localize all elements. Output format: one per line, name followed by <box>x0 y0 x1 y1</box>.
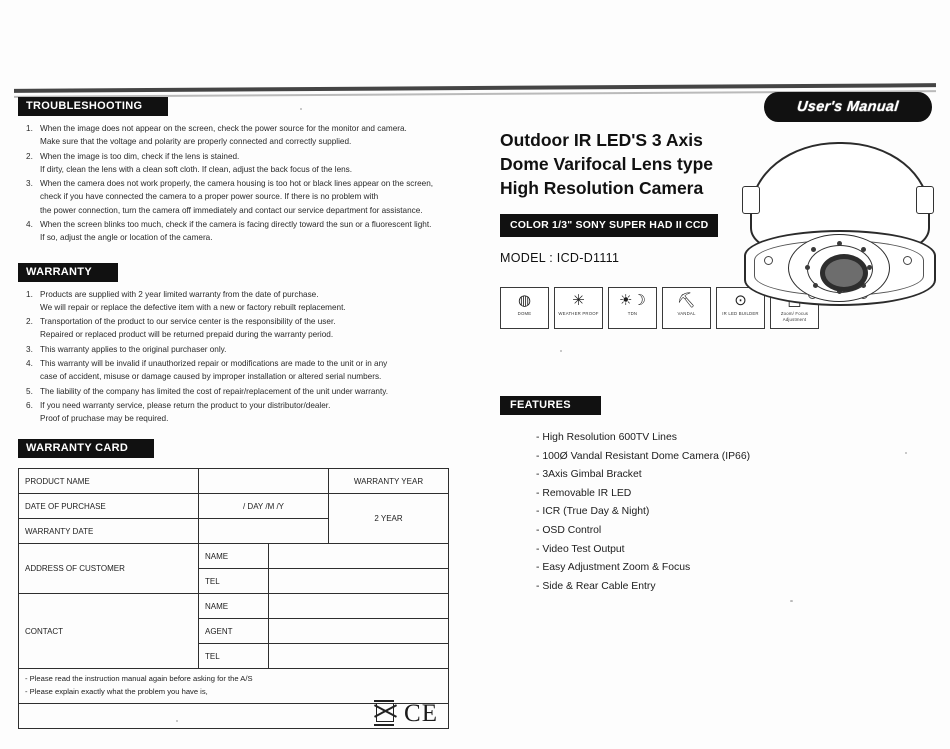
zoom-focus-icon-caption: Zoom/ Focus Adjustment <box>780 311 809 322</box>
features-list <box>500 429 940 596</box>
users-manual-label: User's Manual <box>796 99 900 115</box>
table-row <box>19 469 449 494</box>
item-text: Products are supplied with 2 year limited warranty from the date of purchase. <box>40 289 319 299</box>
cell-product-name-value[interactable] <box>199 469 329 494</box>
list-item <box>40 385 470 398</box>
item-text: When the image is too dim, check if the lens is stained. <box>40 151 240 161</box>
list-item <box>40 315 470 342</box>
cell-tel-label-2: TEL <box>199 644 269 669</box>
list-item: - ICR (True Day & Night) <box>536 506 650 518</box>
users-manual-ribbon <box>764 92 932 122</box>
cell-tel-label-1: TEL <box>199 569 269 594</box>
item-subtext: Make sure that the voltage and polarity are properly connected and correctly supplied. <box>40 137 352 147</box>
camera-illustration-icon <box>742 130 934 330</box>
weee-crossed-bin-icon <box>374 698 396 726</box>
list-item <box>40 343 470 356</box>
day-night-icon-glyph: ☀☽ <box>619 292 646 310</box>
item-subtext: the power connection, turn the camera off immediately and contact our service department for assistance. <box>40 205 423 215</box>
day-night-icon-caption: TDN <box>627 311 638 317</box>
warranty-card-table <box>18 468 449 729</box>
list-item <box>40 150 470 177</box>
list-item: - 3Axis Gimbal Bracket <box>536 469 642 481</box>
features-title: FEATURES <box>500 396 601 415</box>
list-item <box>40 288 470 315</box>
item-text: This warranty applies to the original purchaser only. <box>40 344 227 354</box>
troubleshooting-title: TROUBLESHOOTING <box>18 97 168 116</box>
scan-speck <box>790 600 793 602</box>
vandal-proof-icon-glyph: ⛏ <box>676 292 697 310</box>
weather-proof-icon-caption: WEATHER PROOF <box>558 311 599 317</box>
warranty-title: WARRANTY <box>18 263 118 282</box>
cell-warranty-date-label: WARRANTY DATE <box>19 519 199 544</box>
scan-speck <box>300 108 302 110</box>
cell-name-label-2: NAME <box>199 594 269 619</box>
warranty-card-table-wrap <box>18 468 470 729</box>
table-row <box>19 704 449 729</box>
list-item: - Side & Rear Cable Entry <box>536 580 656 592</box>
table-row <box>19 594 449 619</box>
cell-name-value-2[interactable] <box>269 594 449 619</box>
model-number: MODEL : ICD-D1111 <box>500 251 620 266</box>
item-text: Transportation of the product to our service center is the responsibility of the user. <box>40 317 336 327</box>
scan-speck <box>560 350 562 352</box>
item-text: When the camera does not work properly, the camera housing is too hot or black lines appear on the screen, <box>40 179 434 189</box>
item-subtext: If dirty, clean the lens with a clean soft cloth. If clean, adjust the back focus of the lens. <box>40 164 353 174</box>
item-subtext: Repaired or replaced product will be returned prepaid during the warranty period. <box>40 330 334 340</box>
cell-warranty-date-value[interactable] <box>199 519 329 544</box>
scan-speck <box>176 720 178 722</box>
warranty-card-title: WARRANTY CARD <box>18 439 154 458</box>
warranty-card-section <box>18 438 470 458</box>
left-column <box>18 96 470 729</box>
note-line: - Please explain exactly what the problem you have is, <box>25 687 208 697</box>
cell-tel-value-2[interactable] <box>269 644 449 669</box>
ce-mark-icon: CE <box>404 700 438 728</box>
ccd-spec-bar: COLOR 1/3" SONY SUPER HAD II CCD <box>500 214 718 237</box>
cell-contact-label: CONTACT <box>19 594 199 669</box>
list-item: - Video Test Output <box>536 543 625 555</box>
cell-agent-label: AGENT <box>199 619 269 644</box>
product-title-line: High Resolution Camera <box>500 178 704 199</box>
product-title-line: Dome Varifocal Lens type <box>500 154 713 175</box>
cell-signature-area[interactable] <box>19 700 449 729</box>
cell-agent-value[interactable] <box>269 619 449 644</box>
right-column <box>500 92 940 596</box>
scan-speck <box>905 452 907 454</box>
item-text: When the screen blinks too much, check if the camera is facing directly toward the sun or a fluorescent light. <box>40 219 432 229</box>
list-item: - Removable IR LED <box>536 487 632 499</box>
ir-led-icon-caption: IR LED BUILDER <box>722 311 759 317</box>
item-text: When the image does not appear on the screen, check the power source for the monitor and camera. <box>40 124 407 133</box>
cell-address-of-customer-label: ADDRESS OF CUSTOMER <box>19 544 199 594</box>
list-item <box>40 357 470 384</box>
item-text: This warranty will be invalid if unauthorized repair or modifications are made to the unit or in any <box>40 358 388 368</box>
list-item <box>40 177 470 217</box>
ir-led-icon-glyph: ⊙ <box>734 292 747 310</box>
weather-proof-icon <box>554 287 603 329</box>
list-item: - 100Ø Vandal Resistant Dome Camera (IP66) <box>536 450 751 462</box>
cell-warranty-year-label: WARRANTY YEAR <box>329 469 449 494</box>
item-subtext: Proof of pruchase may be required. <box>40 414 169 424</box>
product-title <box>500 128 750 200</box>
item-text: If you need warranty service, please return the product to your distributor/dealer. <box>40 400 331 410</box>
list-item <box>40 218 470 245</box>
warranty-section <box>18 262 470 282</box>
cell-warranty-year-value: 2 YEAR <box>329 494 449 544</box>
vandal-proof-icon-caption: VANDAL <box>677 311 696 317</box>
item-subtext: We will repair or replace the defective item with a new or factory rebuilt replacement. <box>40 302 346 312</box>
item-subtext: case of accident, misuse or damage caused by improper installation or altered serial numbers. <box>40 372 382 382</box>
note-line: - Please read the instruction manual again before asking for the A/S <box>25 674 253 684</box>
cell-product-name-label: PRODUCT NAME <box>19 469 199 494</box>
cell-name-label-1: NAME <box>199 544 269 569</box>
features-section <box>500 395 940 596</box>
item-text: The liability of the company has limited the cost of repair/replacement of the unit under warranty. <box>40 386 388 396</box>
item-subtext: check if you have connected the camera to a proper power source. If there is no problem with <box>40 192 379 202</box>
cell-name-value-1[interactable] <box>269 544 449 569</box>
dome-icon-glyph: ◍ <box>517 292 532 310</box>
compliance-marks <box>374 698 438 726</box>
product-title-line: Outdoor IR LED'S 3 Axis <box>500 130 703 150</box>
cell-tel-value-1[interactable] <box>269 569 449 594</box>
cell-date-of-purchase-label: DATE OF PURCHASE <box>19 494 199 519</box>
dome-icon-caption: DOME <box>517 311 532 317</box>
weather-proof-icon-glyph: ✳ <box>572 292 585 310</box>
list-item: - Easy Adjustment Zoom & Focus <box>536 562 691 574</box>
item-subtext: If so, adjust the angle or location of the camera. <box>40 233 213 243</box>
list-item <box>40 399 470 426</box>
cell-date-fields[interactable]: / DAY /M /Y <box>199 494 329 519</box>
table-row <box>19 494 449 519</box>
list-item: - OSD Control <box>536 525 602 536</box>
list-item: - High Resolution 600TV Lines <box>536 432 677 444</box>
vandal-proof-icon <box>662 287 711 329</box>
dome-icon <box>500 287 549 329</box>
troubleshooting-list <box>18 122 470 245</box>
table-row <box>19 544 449 569</box>
troubleshooting-section <box>18 96 470 116</box>
warranty-list <box>18 288 470 426</box>
day-night-icon <box>608 287 657 329</box>
list-item <box>40 122 470 149</box>
